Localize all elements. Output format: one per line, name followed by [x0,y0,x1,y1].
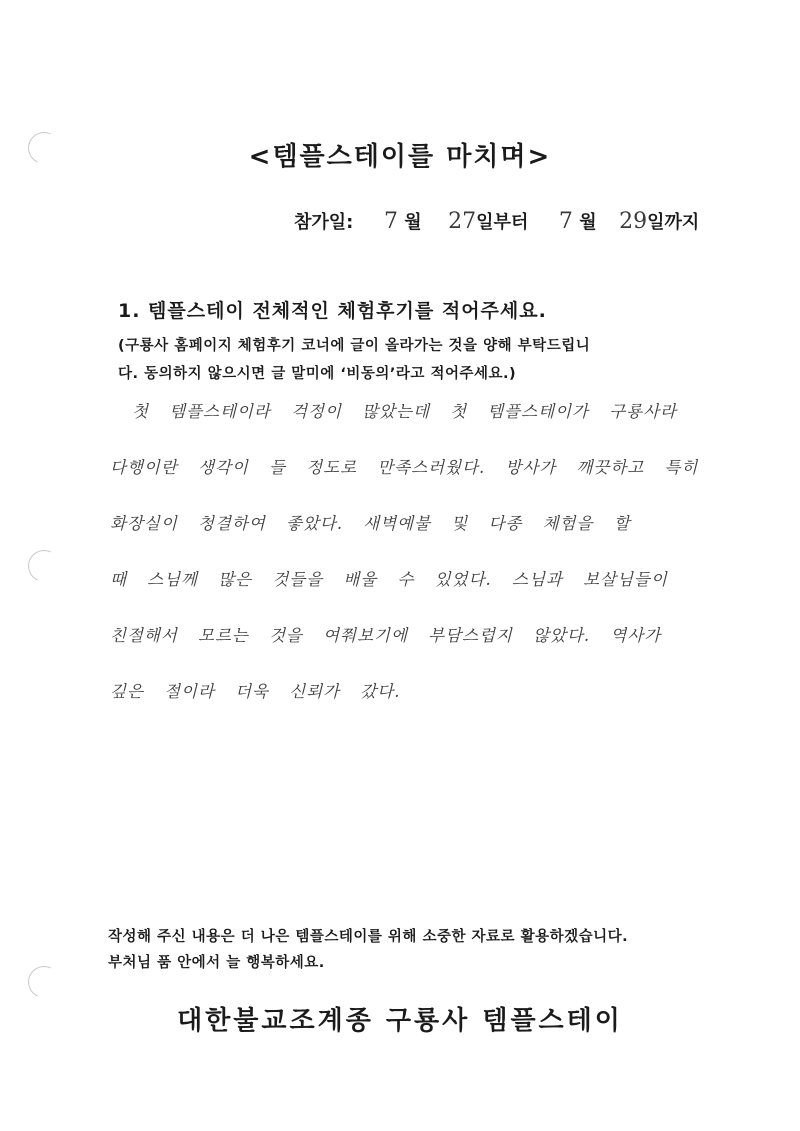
answer-line-3: 화장실이 청결하여 좋았다. 새벽예불 및 다종 체험을 할 [110,514,631,533]
consent-note [118,332,698,388]
page-title: <템플스테이를 마치며> [248,142,552,172]
handwritten-answer [110,398,710,734]
answer-line-1: 첫 템플스테이라 걱정이 많았는데 첫 템플스테이가 구룡사라 [132,402,677,421]
month-suffix-2: 월 [579,212,597,233]
consent-note-line-2: 다. 동의하지 않으시면 글 말미에 ‘비동의’라고 적어주세요.) [118,366,517,382]
day-suffix-2: 일까지 [647,212,700,233]
punch-hole-bottom [23,961,64,1002]
participation-dates [294,208,699,234]
question-1: 1. 템플스테이 전체적인 체험후기를 적어주세요. [118,300,547,322]
answer-line-6: 깊은 절이라 더욱 신뢰가 갔다. [110,682,401,701]
dates-label: 참가일: [294,212,354,233]
footer-note [108,924,628,976]
answer-line-5: 친절해서 모르는 것을 여쭤보기에 부담스럽지 않았다. 역사가 [110,626,662,645]
punch-hole-middle [23,545,64,586]
day-suffix-1: 일부터 [476,212,529,233]
organization-name: 대한불교조계종 구룡사 템플스테이 [177,1006,623,1036]
footer-note-line-2: 부처님 품 안에서 늘 행복하세요. [108,955,325,971]
footer-note-line-1: 작성해 주신 내용은 더 나은 템플스테이를 위해 소중한 자료로 활용하겠습니다. [108,929,629,945]
consent-note-line-1: (구룡사 홈페이지 체험후기 코너에 글이 올라가는 것을 양해 부탁드립니 [118,338,591,354]
answer-line-2: 다행이란 생각이 들 정도로 만족스러웠다. 방사가 깨끗하고 특히 [110,458,699,477]
start-day-handwritten: 27 [448,209,477,234]
month-suffix-1: 월 [404,212,422,233]
start-month-handwritten: 7 [383,209,398,234]
answer-line-4: 때 스님께 많은 것들을 배울 수 있었다. 스님과 보살님들이 [110,570,668,589]
end-month-handwritten: 7 [558,209,573,234]
end-day-handwritten: 29 [619,209,648,234]
